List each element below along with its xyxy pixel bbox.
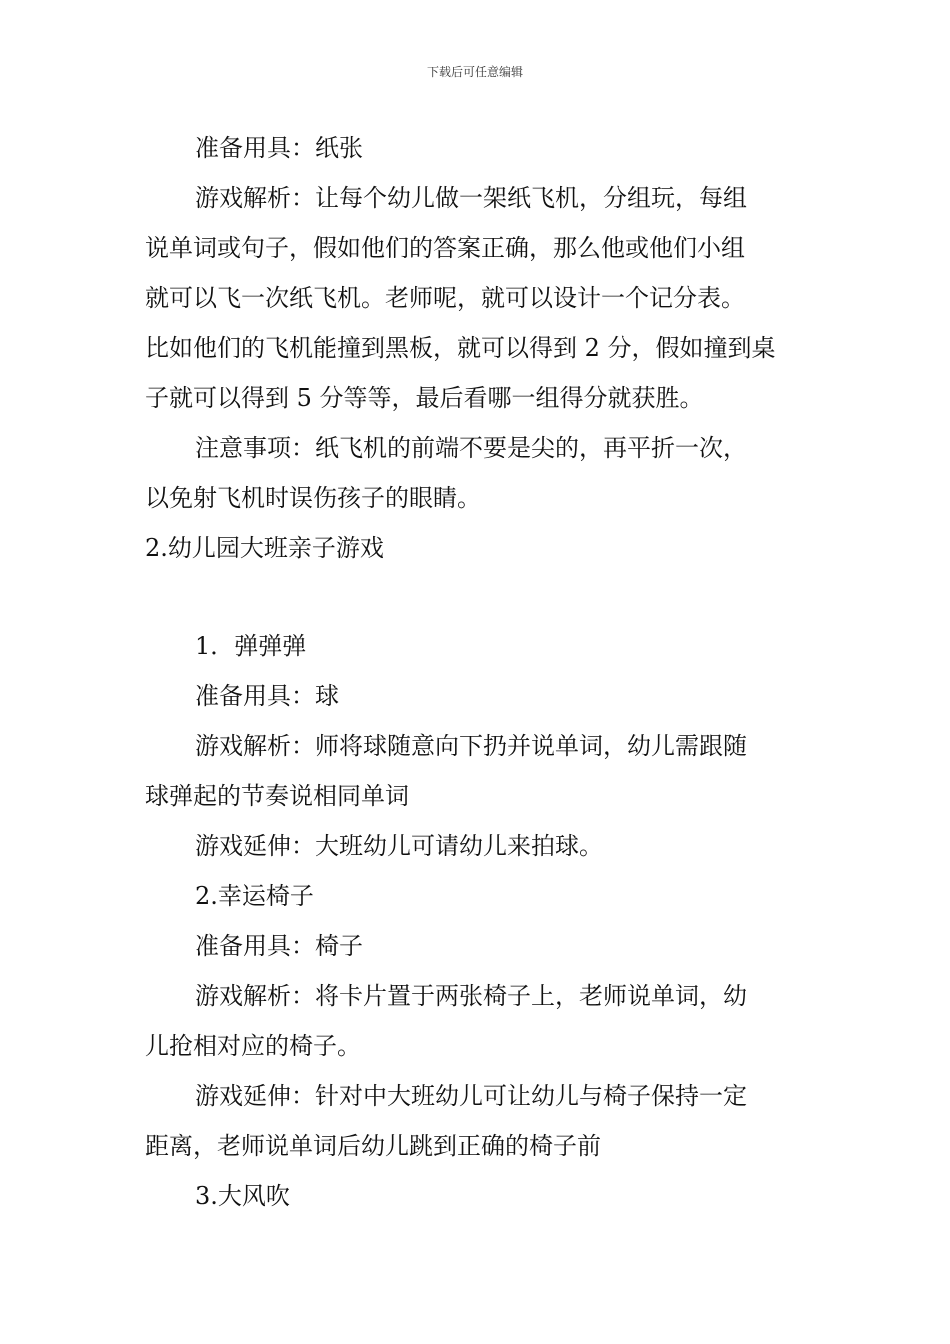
text-line: 游戏解析：将卡片置于两张椅子上，老师说单词，幼 <box>195 982 747 1010</box>
text-line: 游戏解析：让每个幼儿做一架纸飞机，分组玩，每组 <box>195 184 747 212</box>
text-line: 子就可以得到 5 分等等，最后看哪一组得分就获胜。 <box>145 384 704 412</box>
text-line: 比如他们的飞机能撞到黑板，就可以得到 2 分，假如撞到桌 <box>145 334 776 362</box>
page-header: 下载后可任意编辑 <box>426 65 523 79</box>
text-line: 以免射飞机时误伤孩子的眼睛。 <box>145 484 481 512</box>
text-line: 准备用具：椅子 <box>195 932 363 960</box>
text-line: 准备用具：球 <box>195 682 339 710</box>
item-heading: 1．弹弹弹 <box>195 632 307 660</box>
text-line: 距离，老师说单词后幼儿跳到正确的椅子前 <box>145 1132 601 1160</box>
section-heading: 2.幼儿园大班亲子游戏 <box>145 534 384 562</box>
text-line: 球弹起的节奏说相同单词 <box>145 782 409 810</box>
item-heading: 3.大风吹 <box>195 1182 290 1210</box>
text-line: 游戏延伸：大班幼儿可请幼儿来拍球。 <box>195 832 603 860</box>
text-line: 注意事项：纸飞机的前端不要是尖的，再平折一次， <box>195 434 747 462</box>
text-line: 游戏延伸：针对中大班幼儿可让幼儿与椅子保持一定 <box>195 1082 747 1110</box>
text-line: 儿抢相对应的椅子。 <box>145 1032 361 1060</box>
text-line: 游戏解析：师将球随意向下扔并说单词，幼儿需跟随 <box>195 732 747 760</box>
item-heading: 2.幸运椅子 <box>195 882 314 910</box>
text-line: 说单词或句子，假如他们的答案正确，那么他或他们小组 <box>145 234 745 262</box>
text-line: 就可以飞一次纸飞机。老师呢，就可以设计一个记分表。 <box>145 284 745 312</box>
text-line: 准备用具：纸张 <box>195 134 363 162</box>
